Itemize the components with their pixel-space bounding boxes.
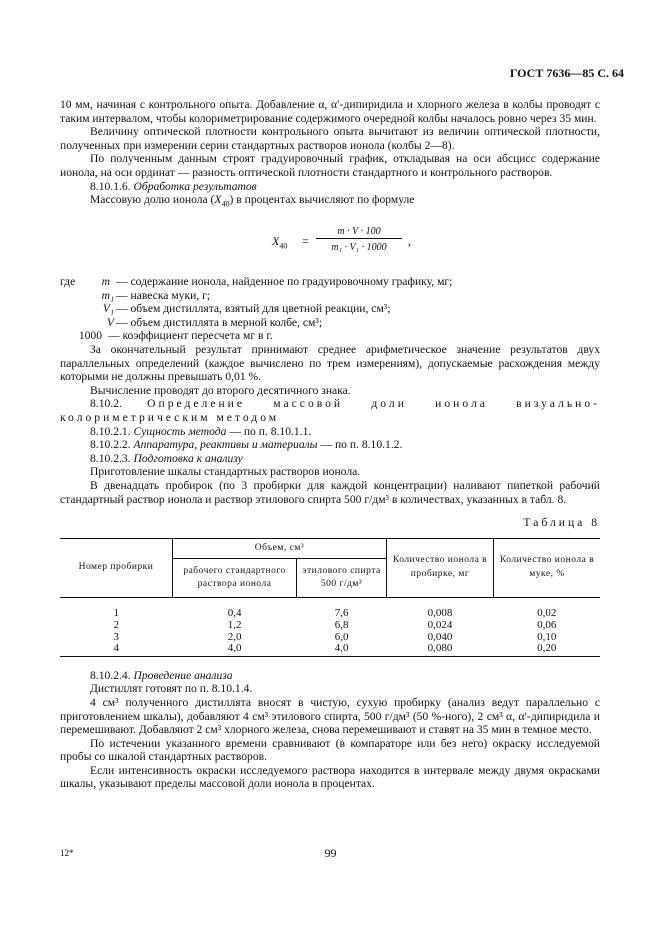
- table-row: 3 2,0 6,0 0,040 0,10: [113, 630, 557, 643]
- formula: [60, 215, 600, 273]
- footer-signature-mark: 12*: [60, 848, 74, 858]
- header-ethyl-alcohol: этилового спирта 500 г/дм³: [297, 559, 387, 598]
- table-row: 1 0,4 7,6 0,008 0,02: [113, 607, 557, 620]
- paragraph-1: 10 мм, начиная с контрольного опыта. Добавление α, α′-дипиридила и хлорного железа в колбы проводят с таким интервалом, чтобы колориметрирование содержимого очередной колбы началось ровно через 35 мин.: [60, 98, 600, 125]
- paragraph-7: Приготовление шкалы стандартных растворов ионола.: [90, 465, 361, 479]
- paragraph-4: Массовую долю ионола $(X_{40})$ в процентах вычисляют по формуле: [90, 193, 415, 209]
- definition-item: V — объем дистиллята в мерной колбе, см³;: [106, 315, 323, 329]
- fraction-bar: [316, 238, 402, 239]
- definition-item: V₁ — объем дистиллята, взятый для цветной реакции, см³;: [102, 302, 391, 316]
- section-8-10-2-1: 8.10.2.1. Сущность метода — по п. 8.10.1.1.: [90, 424, 312, 438]
- header-tube-number: Номер пробирки: [60, 538, 173, 598]
- table-caption: Таблица 8: [523, 516, 600, 530]
- header-qty-flour: Количество ионола в муке, %: [494, 538, 601, 598]
- formula-equals: =: [302, 234, 309, 249]
- definition-item: 1000 — коэффициент пересчета мг в г.: [78, 329, 273, 343]
- definitions-list: [60, 275, 600, 343]
- definition-item: где m — содержание ионола, найденное по градуировочному графику, мг;: [60, 275, 453, 289]
- table-row: 4 4,0 4,0 0,080 0,20: [60, 643, 600, 656]
- paragraph-10: 4 см³ полученного дистиллята вносят в чистую, сухую пробирку (анализ ведут параллельно с приготовлением шкалы), добавляют 4 см³ этилового спирта, 500 г/дм³ (50 %-ного), 2 см³ α, α′-дипиридила и перемешивают. Добавляют 2 см³ хлорного железа, снова перемешивают и ставят на 35 мин в темное место.: [60, 695, 600, 737]
- page-number: 99: [324, 846, 337, 860]
- header-qty-tube: Количество ионола в пробирке, мг: [387, 538, 494, 598]
- section-8-10-2-3: 8.10.2.3. Подготовка к анализу: [90, 451, 243, 465]
- body-text: [60, 98, 600, 791]
- page-header: ГОСТ 7636—85 С. 64: [509, 66, 624, 80]
- section-8-10-2: 8.10.2. Определение массовой доли ионола визуально-колориметрическим методом: [60, 397, 600, 424]
- formula-comma: ,: [408, 234, 411, 249]
- formula-denominator: m₁ · V₁ · 1000: [331, 242, 387, 254]
- section-title: Определение массовой доли ионола визуально-колориметрическим методом: [60, 397, 600, 424]
- paragraph-12: Если интенсивность окраски исследуемого раствора находится в интервале между двумя окрасками шкалы, указывают пределы массовой доли ионола в процентах.: [60, 763, 600, 791]
- section-8-10-2-2: 8.10.2.2. Аппаратура, реактивы и материалы — по п. 8.10.1.2.: [90, 438, 403, 452]
- paragraph-3: По полученным данным строят градуировочный график, откладывая на оси абсцисс содержание ионола, на оси ординат — разность оптической плотности стандартного и контрольного растворов.: [60, 152, 600, 179]
- formula-numerator: m · V · 100: [337, 226, 381, 238]
- table-8: [60, 538, 600, 657]
- section-8-10-2-4: 8.10.2.4. Проведение анализа: [90, 668, 233, 682]
- header-volume: Объем, см³: [173, 538, 387, 559]
- paragraph-9: Дистиллят готовят по п. 8.10.1.4.: [90, 682, 253, 696]
- table-row: 2 1,2 6,8 0,024 0,06: [113, 618, 557, 631]
- paragraph-8: В двенадцать пробирок (по 3 пробирки для каждой концентрации) наливают пипеткой рабочий стандартный раствор ионола и раствор этилового спирта 500 г/дм³ в количествах, указанных в табл. 8.: [60, 478, 600, 506]
- paragraph-6: Вычисление проводят до второго десятичного знака.: [90, 383, 351, 397]
- formula-lhs: $X_{40}$: [272, 234, 288, 251]
- section-8-10-1-6: 8.10.1.6. Обработка результатов: [90, 179, 257, 193]
- paragraph-11: По истечении указанного времени сравнивают (в компараторе или без него) окраску исследуемой пробы со шкалой стандартных растворов.: [60, 736, 600, 764]
- paragraph-5: За окончательный результат принимают среднее арифметическое значение результатов двух параллельных определений (каждое вычислено по трем измерениям), допускаемые расхождения между которыми не должны превышать 0,01 %.: [60, 343, 600, 384]
- paragraph-2: Величину оптической плотности контрольного опыта вычитают из величин оптической плотности, полученных при измерении серии стандартных растворов ионола (колбы 2—8).: [60, 125, 600, 152]
- header-working-solution: рабочего стандартного раствора ионола: [173, 559, 297, 598]
- definition-item: m₁ — навеска муки, г;: [101, 288, 211, 302]
- section-title: Обработка результатов: [133, 179, 257, 193]
